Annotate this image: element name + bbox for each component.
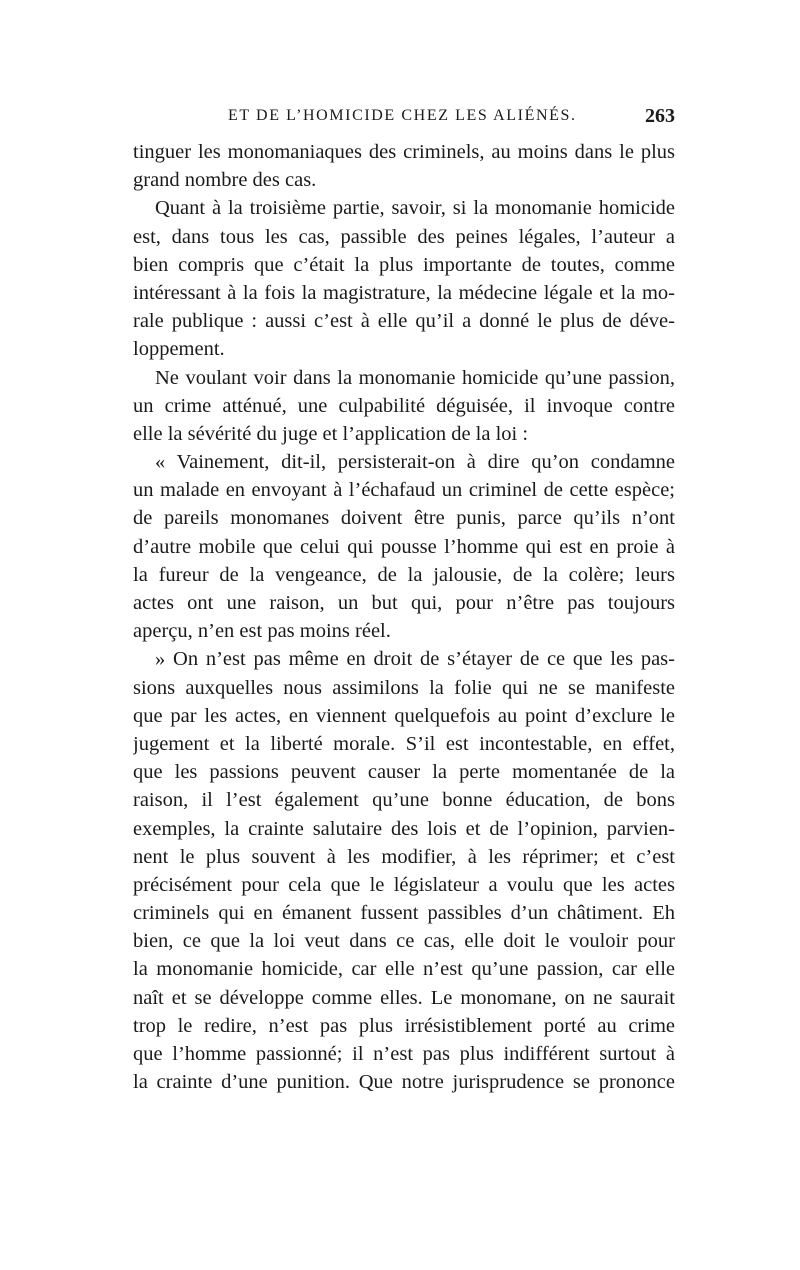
text-line: trop le redire, n’est pas plus irrésistiblement porté au crime [133,1014,675,1037]
text-line: raison, il l’est également qu’une bonne éducation, de bons [133,789,675,812]
text-line: Quant à la troisième partie, savoir, si la monomanie homicide [155,197,675,220]
text-line: d’autre mobile que celui qui pousse l’homme qui est en proie à [133,535,675,558]
text-line: un crime atténué, une culpabilité déguisée, il invoque contre [133,394,675,417]
text-line: la fureur de la vengeance, de la jalousie, de la colère; leurs [133,563,675,586]
text-line: loppement. [133,338,225,361]
text-line: actes ont une raison, un but qui, pour n’être pas toujours [133,592,675,614]
text-line: » On n’est pas même en droit de s’étayer de ce que les pas- [155,648,675,671]
running-head: ET DE L’HOMICIDE CHEZ LES ALIÉNÉS. [228,107,577,124]
text-line: sions auxquelles nous assimilons la folie qui ne se manifeste [133,676,675,699]
text-line: elle la sévérité du juge et l’application de la loi : [133,422,529,445]
text-line: un malade en envoyant à l’échafaud un criminel de cette espèce; [133,479,675,502]
text-line: la crainte d’une punition. Que notre jurisprudence se prononce [133,1071,675,1094]
text-line: grand nombre des cas. [133,169,317,192]
text-line: est, dans tous les cas, passible des peines légales, l’auteur a [133,225,675,248]
text-line: que l’homme passionné; il n’est pas plus indifférent surtout à [133,1043,675,1065]
text-line: bien, ce que la loi veut dans ce cas, elle doit le vouloir pour [133,930,675,953]
text-line: bien compris que c’était la plus importante de toutes, comme [133,253,675,276]
text-line: précisément pour cela que le législateur a voulu que les actes [133,873,675,896]
text-line: tinguer les monomaniaques des criminels, au moins dans le plus [133,141,675,163]
text-line: nent le plus souvent à les modifier, à les réprimer; et c’est [133,845,675,868]
page-header [133,103,675,133]
text-line: naît et se développe comme elles. Le monomane, on ne saurait [133,986,675,1009]
text-line: aperçu, n’en est pas moins réel. [133,620,391,643]
text-line: que les passions peuvent causer la perte momentanée de la [133,761,675,784]
body-text [133,138,675,1096]
text-line: Ne voulant voir dans la monomanie homicide qu’une passion, [155,366,675,389]
text-line: la monomanie homicide, car elle n’est qu’une passion, car elle [133,958,675,981]
text-line: « Vainement, dit-il, persisterait-on à dire qu’on condamne [155,451,675,474]
text-line: que par les actes, en viennent quelquefois au point d’exclure le [133,704,675,727]
text-line: jugement et la liberté morale. S’il est incontestable, en effet, [133,732,675,755]
text-line: de pareils monomanes doivent être punis, parce qu’ils n’ont [133,507,675,530]
text-line: exemples, la crainte salutaire des lois et de l’opinion, parvien- [133,817,675,840]
text-line: rale publique : aussi c’est à elle qu’il a donné le plus de déve- [133,310,675,333]
text-line: intéressant à la fois la magistrature, la médecine légale et la mo- [133,281,675,304]
page-number: 263 [645,105,675,127]
text-line: criminels qui en émanent fussent passibles d’un châtiment. Eh [133,902,675,925]
